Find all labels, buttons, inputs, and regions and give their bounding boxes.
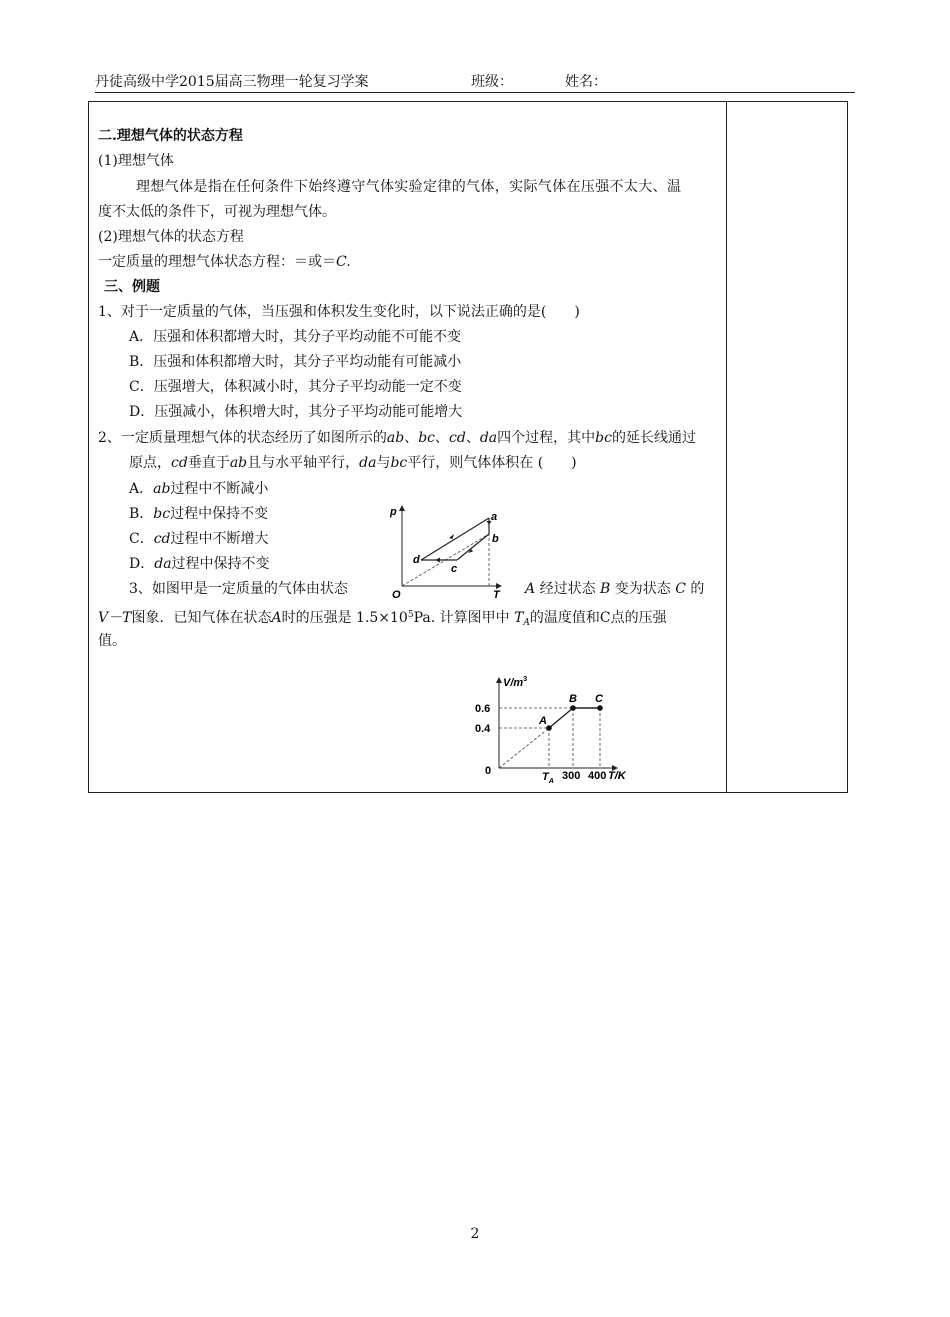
t-label: T: [493, 589, 500, 600]
vt-diagram: [465, 670, 635, 788]
q2-stem-line2: [129, 453, 577, 473]
point-c-label: c: [451, 563, 458, 575]
y-tick-04: 0.4: [475, 723, 491, 735]
class-label: 班级：: [471, 74, 513, 90]
point-c-label: C: [595, 693, 603, 705]
option-text: 过程中保持不变: [170, 506, 269, 522]
q3-stem-line3: 值。: [98, 633, 126, 649]
pt-diagram: [383, 500, 513, 600]
sub-state-equation: (2)理想气体的状态方程: [98, 229, 244, 245]
temp-subscript: A: [523, 618, 530, 628]
q2-option-a: [129, 479, 268, 499]
q2-ab: ab: [153, 481, 171, 497]
q3-text: 经过状态: [539, 581, 596, 597]
pressure-unit: Pa.: [413, 610, 436, 626]
q2-text: 且与水平轴平行，: [247, 455, 360, 471]
q2-cd: cd: [153, 531, 171, 547]
point-a-label: a: [491, 511, 498, 523]
option-letter: B．: [129, 506, 154, 522]
q1-option-b: B．压强和体积都增大时，其分子平均动能有可能减小: [129, 354, 462, 370]
state-a-point: [546, 725, 552, 731]
section3-title: 三、例题: [104, 279, 160, 295]
q3-text: 计算图甲中: [439, 610, 510, 626]
q2-bc: bc: [595, 430, 612, 446]
q1-option-a: A．压强和体积都增大时，其分子平均动能不可能不变: [129, 329, 462, 345]
option-letter: C．: [129, 531, 154, 547]
vt-symbol: V－T: [98, 610, 132, 626]
ta-tick: [542, 771, 554, 785]
q2-option-b: [129, 504, 268, 524]
page-header: [95, 72, 855, 93]
equation-text: 一定质量的理想气体状态方程：＝或＝: [98, 254, 336, 270]
origin-label: 0: [485, 765, 492, 777]
q2-sep: 、: [404, 430, 419, 446]
q2-sep: 、: [435, 430, 450, 446]
state-equation: [98, 252, 351, 272]
q2-text: 四个过程，其中: [497, 430, 596, 446]
q2-da: da: [479, 430, 498, 446]
q3-text: 的: [690, 581, 705, 597]
option-text: 过程中不断减小: [170, 481, 269, 497]
x-tick-300: 300: [562, 770, 581, 782]
q2-sep: 、: [465, 430, 480, 446]
v-axis-label: [503, 676, 527, 689]
arrow-da: [449, 534, 454, 539]
ideal-gas-def-line2: 度不太低的条件下，可视为理想气体。: [98, 204, 336, 220]
q2-ab: ab: [386, 430, 405, 446]
q2-cd: cd: [171, 455, 188, 471]
process-bc: [457, 534, 489, 560]
q3-text: 变为状态: [614, 581, 671, 597]
v-axis-label-text: V/m: [503, 677, 524, 689]
q3-text: 点的压强: [610, 610, 667, 626]
q2-text: 垂直于: [187, 455, 230, 471]
state-b: B: [600, 581, 611, 597]
q1-option-d: D．压强减小，体积增大时，其分子平均动能可能增大: [129, 404, 463, 420]
x-tick-400: 400: [588, 770, 607, 782]
q2-text: 原点，: [129, 455, 171, 471]
q3-stem-line1-right: [525, 579, 704, 599]
state-c: C: [599, 610, 611, 626]
section2-title: 二.理想气体的状态方程: [98, 128, 243, 144]
pressure-value: 1.5×10: [356, 610, 408, 626]
q2-ab: ab: [229, 455, 248, 471]
q3-stem-line1-left: 3、如图甲是一定质量的气体由状态: [129, 581, 348, 597]
p-label: p: [390, 506, 397, 518]
option-text: 过程中保持不变: [171, 556, 270, 572]
page-number: 2: [470, 1226, 480, 1242]
name-label: 姓名：: [565, 74, 607, 90]
q2-text: 与: [376, 455, 391, 471]
ideal-gas-def-line1: 理想气体是指在任何条件下始终遵守气体实验定律的气体，实际气体在压强不太大、温: [136, 179, 682, 195]
ta-tick-letter: T: [542, 771, 549, 783]
q3-stem-line2: [98, 605, 667, 633]
state-c-point: [597, 705, 603, 711]
temp-symbol: T: [514, 610, 524, 626]
q2-text: 的延长线通过: [611, 430, 696, 446]
column-divider: [726, 102, 727, 792]
q2-bc: bc: [390, 455, 408, 471]
content-table: [88, 101, 848, 793]
q2-blank: ( ): [537, 455, 577, 471]
option-letter: A．: [129, 481, 154, 497]
q1-option-c: C．压强增大，体积减小时，其分子平均动能一定不变: [129, 379, 462, 395]
equation-constant: C.: [336, 254, 351, 270]
ta-tick-sub: A: [548, 778, 554, 785]
q2-bc: bc: [418, 430, 436, 446]
school-title: 丹徒高级中学2015届高三物理一轮复习学案: [95, 74, 369, 90]
q3-text: 时的压强是: [281, 610, 352, 626]
state-c: C: [675, 581, 686, 597]
origin-extension: [499, 728, 549, 768]
option-letter: D．: [129, 556, 155, 572]
q2-text: 平行，则气体体积在: [407, 455, 534, 471]
q3-text: 的温度值和: [529, 610, 600, 626]
q2-da: da: [359, 455, 377, 471]
process-ab: [549, 708, 573, 728]
state-b-point: [570, 705, 576, 711]
point-b-label: B: [569, 693, 577, 705]
point-b-label: b: [492, 533, 499, 545]
q1-stem: 1、对于一定质量的气体，当压强和体积发生变化时，以下说法正确的是( ): [98, 304, 580, 320]
sub-ideal-gas: (1)理想气体: [98, 153, 174, 169]
pressure-exponent: 5: [407, 610, 414, 620]
state-a: A: [271, 610, 282, 626]
v-axis-label-sup: 3: [523, 676, 528, 683]
point-d-label: d: [413, 554, 420, 566]
q2-bc: bc: [153, 506, 171, 522]
q2-stem-line1: [98, 428, 696, 448]
q3-text: 图象．已知气体在状态: [131, 610, 272, 626]
t-axis-label: T/K: [608, 770, 626, 782]
option-text: 过程中不断增大: [170, 531, 269, 547]
arrow-cd: [435, 558, 440, 563]
q2-cd: cd: [449, 430, 466, 446]
process-da: [421, 518, 489, 560]
origin-label: O: [392, 589, 401, 600]
state-a: A: [525, 581, 536, 597]
q2-da: da: [154, 556, 172, 572]
q2-option-c: [129, 529, 269, 549]
q2-text: 2、一定质量理想气体的状态经历了如图所示的: [98, 430, 387, 446]
y-tick-06: 0.6: [475, 703, 491, 715]
q2-option-d: [129, 554, 270, 574]
point-a-label: A: [539, 715, 547, 727]
